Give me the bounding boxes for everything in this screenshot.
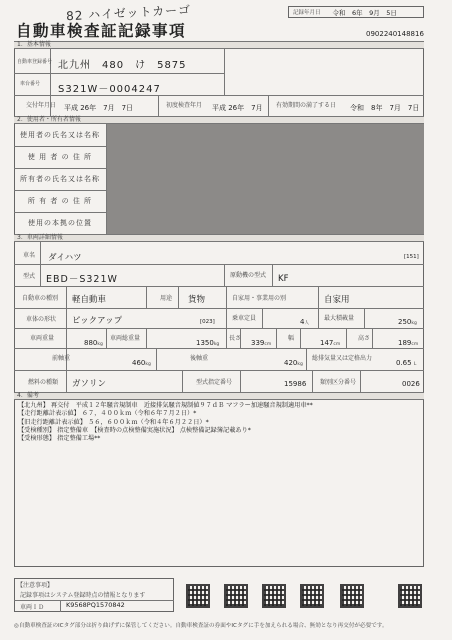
gross-number: 1350 [196,339,214,347]
qr-code-6 [398,584,422,608]
qr-code-2 [224,584,248,608]
owner-name-label: 所有者の氏名又は名称 [20,175,100,183]
qr-code-5 [340,584,364,608]
reg-no-value: 北九州 480 け 5875 [58,60,187,71]
capacity-number: 4 [300,318,305,326]
displacement-label: 総排気量又は定格出力 [312,355,373,362]
expiry-label: 有効期間の満了する日 [276,102,337,109]
width-value [320,339,340,347]
record-date-label: 記録年月日 [293,10,321,16]
front-axle-label: 前軸重 [52,355,71,362]
capacity-label: 乗車定員 [232,315,257,322]
vehicle-name-label: 車名 [23,252,36,259]
chassis-value: S321W－0004247 [58,84,161,95]
displacement-number: 0.65 [396,359,412,367]
document-number: 0902240148816 [366,30,424,38]
length-number: 339 [251,339,265,347]
height-label: 高さ [358,335,371,342]
vehicle-name-code: [151] [404,254,419,260]
fuel-value: ガソリン [72,379,107,389]
fuel-label: 燃料の種類 [28,379,59,386]
rear-axle-label: 後軸重 [190,355,209,362]
rear-axle-value [284,359,303,367]
qr-code-1 [186,584,210,608]
width-number: 147 [320,339,334,347]
vehicle-name-value: ダイハツ [48,253,82,263]
remark-line-3: 【旧走行距離計表示値】 ５６，６００ｋｍ（令和４年６月２２日）* [18,418,209,426]
width-unit: cm [333,342,341,347]
remark-line-4: 【受検種別】 指定整備車 【検査時の点検整備実施状況】 点検整備記録簿記載あり* [18,426,251,434]
shape-code: [023] [200,319,215,325]
section-remarks-title: 4．備考 [17,392,39,399]
weight-unit: kg [97,342,103,347]
first-reg-value: 平成 26年 7月 [212,104,263,112]
section-remarks-bar [14,392,424,400]
remark-line-1: 【北九州】 再交付 平成１２年騒音規制車 近接排気騒音規制値９７ｄＢ マフラー加速騒音規制適用車** [18,402,313,409]
height-unit: cm [411,342,419,347]
notice-line: 記録事項はシステム登録時点の情報となります [20,592,146,599]
section-users-title: 2．使用者・所有者情報 [17,116,81,123]
issue-date-label: 交付年月日 [26,102,57,109]
model-value: EBD－S321W [46,274,118,285]
length-value [251,339,271,347]
remark-line-5: 【受検形態】 指定整備工場** [18,435,101,443]
type-approval-label: 型式指定番号 [196,379,233,386]
gross-label: 車両総重量 [110,335,141,342]
category-label: 類別区分番号 [320,379,357,386]
section-vehicle-bar [14,234,424,242]
front-axle-value [132,359,151,367]
kind-label: 自動車の種別 [22,295,59,302]
user-address-label: 使 用 者 の 住 所 [27,153,93,161]
qr-code-3 [262,584,286,608]
record-date-box [288,6,424,18]
capacity-unit: 人 [304,321,309,326]
weight-label: 車両重量 [30,335,55,342]
qr-code-4 [300,584,324,608]
shape-label: 車体の形状 [26,316,57,323]
car-id-value: K9568PQ1570842 [66,601,125,609]
weight-value [84,339,103,347]
section-vehicle-title: 3．車両詳細情報 [17,234,63,241]
notice-heading: 【注意事項】 [17,582,54,589]
base-location-label: 使用の本拠の位置 [28,219,92,227]
shape-value: ピックアップ [72,316,123,326]
category-value: 0026 [402,380,420,388]
length-unit: cm [264,342,272,347]
issue-date-value: 平成 26年 7月 7日 [64,104,134,112]
displacement-unit: L [413,362,417,367]
rear-axle-unit: kg [297,362,303,367]
model-label: 型式 [23,273,36,280]
remarks-list [18,402,313,443]
engine-value: KF [278,274,289,284]
rear-axle-number: 420 [284,359,298,367]
section-basic-title: 1．基本情報 [17,41,51,48]
footer-notice: ◎自動車検査証のICタグ部分は折り曲げずに保管してください。自動車検査証の券面やICタグに手を加えられる場合、無効となり再交付が必要です。 [14,623,388,629]
capacity-value [300,318,309,326]
use-label: 用途 [160,295,173,302]
reg-no-label: 自動車登録番号 [17,59,53,65]
user-name-label: 使用者の氏名又は名称 [20,131,100,139]
front-axle-unit: kg [145,362,151,367]
displacement-value [396,359,416,367]
height-number: 189 [398,339,412,347]
front-axle-number: 460 [132,359,146,367]
private-value: 自家用 [324,295,350,305]
gross-unit: kg [213,342,220,347]
type-approval-value: 15986 [284,380,307,388]
record-date-value: 令和 6年 9月 5日 [332,8,397,17]
engine-label: 原動機の型式 [230,272,267,279]
max-load-label: 最大積載量 [324,315,355,322]
max-load-number: 250 [398,318,412,326]
private-label: 自家用・事業用の別 [232,295,287,302]
max-load-unit: kg [411,321,417,326]
width-label: 幅 [288,335,295,342]
use-value: 貨物 [188,295,206,305]
section-basic-bar [14,41,424,49]
handwritten-note: 82 ハイゼットカーゴ [65,2,192,24]
redacted-owner-info [106,124,424,234]
first-reg-label: 初度検査年月 [166,102,203,109]
weight-number: 880 [84,339,98,347]
chassis-label: 車台番号 [20,81,41,87]
owner-address-label: 所 有 者 の 住 所 [27,197,93,205]
length-label: 長さ [229,335,242,342]
expiry-value: 令和 8年 7月 7日 [350,104,420,112]
gross-value [196,339,219,347]
page-title: 自動車検査証記録事項 [16,22,187,40]
remark-line-2: 【走行距離計表示値】 ６７，４００ｋｍ（令和６年７月２日）* [18,410,197,418]
max-load-value [398,318,417,326]
height-value [398,339,418,347]
car-id-label: 車両ＩＤ [20,604,45,611]
kind-value: 軽自動車 [72,295,107,305]
